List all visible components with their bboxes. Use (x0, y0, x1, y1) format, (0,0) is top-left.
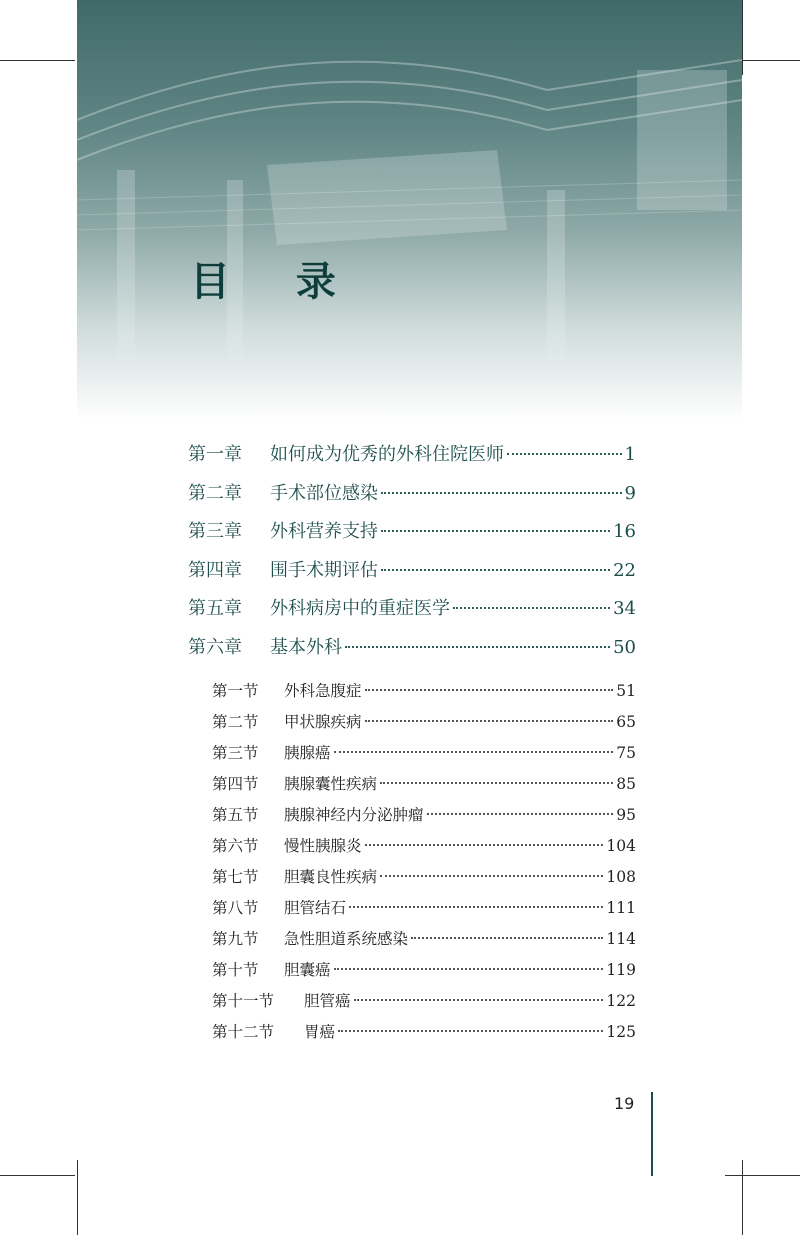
section-entry-title: 胰腺癌 (284, 744, 331, 762)
chapter-entry-title: 基本外科 (270, 636, 342, 658)
dot-leader (380, 875, 603, 877)
chapter-entry[interactable] (188, 517, 636, 556)
chapter-entry[interactable] (188, 594, 636, 633)
dot-leader (365, 720, 614, 722)
chapter-entry[interactable] (188, 479, 636, 518)
chapter-entry-page: 34 (613, 598, 636, 619)
chapter-entry-page: 16 (613, 521, 636, 542)
chapter-entry[interactable] (188, 633, 636, 672)
section-entry-page: 65 (616, 713, 636, 731)
chapter-list (188, 440, 636, 671)
chapter-entry[interactable] (188, 440, 636, 479)
section-entry-page: 75 (616, 744, 636, 762)
section-entry-title: 胆囊癌 (284, 961, 331, 979)
section-entry[interactable] (212, 803, 636, 834)
dot-leader (381, 492, 622, 494)
section-entry[interactable] (212, 1020, 636, 1051)
chapter-entry-page: 22 (613, 559, 636, 581)
section-entry-title: 慢性胰腺炎 (284, 837, 362, 855)
chapter-entry-title: 如何成为优秀的外科住院医师 (270, 444, 504, 465)
section-entry-page: 119 (606, 961, 636, 979)
header-banner-image (77, 0, 742, 420)
dot-leader (354, 999, 604, 1001)
section-entry-page: 95 (616, 806, 636, 824)
chapter-entry-title: 手术部位感染 (270, 482, 378, 504)
chapter-entry-title: 围手术期评估 (270, 559, 378, 581)
section-entry-title: 胆囊良性疾病 (284, 868, 378, 886)
dot-leader (380, 782, 613, 784)
section-entry-label: 第六节 (212, 837, 259, 855)
chapter-entry-page: 50 (613, 636, 636, 658)
section-entry-page: 122 (606, 992, 636, 1010)
chapter-entry-label: 第六章 (188, 636, 242, 658)
page-number: 19 (614, 1094, 635, 1113)
dot-leader (427, 813, 614, 815)
section-entry-page: 108 (606, 868, 636, 886)
section-entry-page: 125 (606, 1023, 636, 1041)
chapter-entry[interactable] (188, 556, 636, 595)
chapter-entry-label: 第二章 (188, 482, 242, 504)
dot-leader (507, 453, 622, 455)
section-entry[interactable] (212, 710, 636, 741)
section-entry-title: 外科急腹症 (284, 682, 362, 700)
section-entry-page: 114 (606, 930, 636, 948)
section-entry-title: 甲状腺疾病 (284, 713, 362, 731)
dot-leader (349, 906, 603, 908)
crop-mark (742, 0, 743, 75)
section-entry-page: 111 (606, 899, 636, 917)
dot-leader (381, 569, 610, 571)
section-entry-label: 第九节 (212, 930, 259, 948)
dot-leader (365, 689, 614, 691)
section-list (212, 679, 636, 1051)
chapter-entry-page: 9 (624, 482, 636, 504)
section-entry-page: 51 (616, 682, 636, 700)
dot-leader (365, 844, 604, 846)
building-illustration (77, 0, 742, 420)
crop-mark (0, 60, 75, 61)
section-entry-label: 第十二节 (212, 1023, 275, 1041)
section-entry-title: 急性胆道系统感染 (284, 930, 409, 948)
section-entry[interactable] (212, 958, 636, 989)
section-entry-label: 第十一节 (212, 992, 275, 1010)
section-entry-label: 第四节 (212, 775, 259, 793)
dot-leader (334, 968, 604, 970)
section-entry-label: 第一节 (212, 682, 259, 700)
chapter-entry-label: 第五章 (188, 598, 242, 619)
section-entry[interactable] (212, 927, 636, 958)
page-number-bar (651, 1092, 653, 1176)
dot-leader (381, 530, 610, 532)
chapter-entry-title: 外科营养支持 (270, 521, 378, 542)
section-entry-title: 胰腺神经内分泌肿瘤 (284, 806, 424, 824)
chapter-entry-label: 第三章 (188, 521, 242, 542)
section-entry-title: 胃癌 (304, 1023, 336, 1041)
crop-mark (77, 1160, 78, 1235)
section-entry-title: 胆管癌 (304, 992, 351, 1010)
chapter-entry-page: 1 (624, 444, 636, 465)
section-entry-label: 第十节 (212, 961, 259, 979)
section-entry-label: 第三节 (212, 744, 259, 762)
dot-leader (338, 1030, 603, 1032)
section-entry[interactable] (212, 834, 636, 865)
page-title: 目 录 (190, 259, 362, 305)
chapter-entry-label: 第一章 (188, 444, 242, 465)
crop-mark (725, 1175, 800, 1176)
section-entry-page: 85 (616, 775, 636, 793)
section-entry-label: 第七节 (212, 868, 259, 886)
section-entry-label: 第二节 (212, 713, 259, 731)
crop-mark (742, 1160, 743, 1235)
section-entry[interactable] (212, 772, 636, 803)
section-entry-title: 胰腺囊性疾病 (284, 775, 378, 793)
dot-leader (334, 751, 614, 753)
table-of-contents (188, 440, 636, 1051)
chapter-entry-title: 外科病房中的重症医学 (270, 598, 450, 619)
dot-leader (411, 937, 603, 939)
section-entry-label: 第八节 (212, 899, 259, 917)
dot-leader (453, 607, 610, 609)
section-entry[interactable] (212, 865, 636, 896)
section-entry[interactable] (212, 989, 636, 1020)
section-entry[interactable] (212, 679, 636, 710)
section-entry-page: 104 (606, 837, 636, 855)
crop-mark (0, 1175, 75, 1176)
chapter-entry-label: 第四章 (188, 559, 242, 581)
section-entry-label: 第五节 (212, 806, 259, 824)
section-entry-title: 胆管结石 (284, 899, 347, 917)
section-entry[interactable] (212, 896, 636, 927)
section-entry[interactable] (212, 741, 636, 772)
dot-leader (345, 646, 610, 648)
